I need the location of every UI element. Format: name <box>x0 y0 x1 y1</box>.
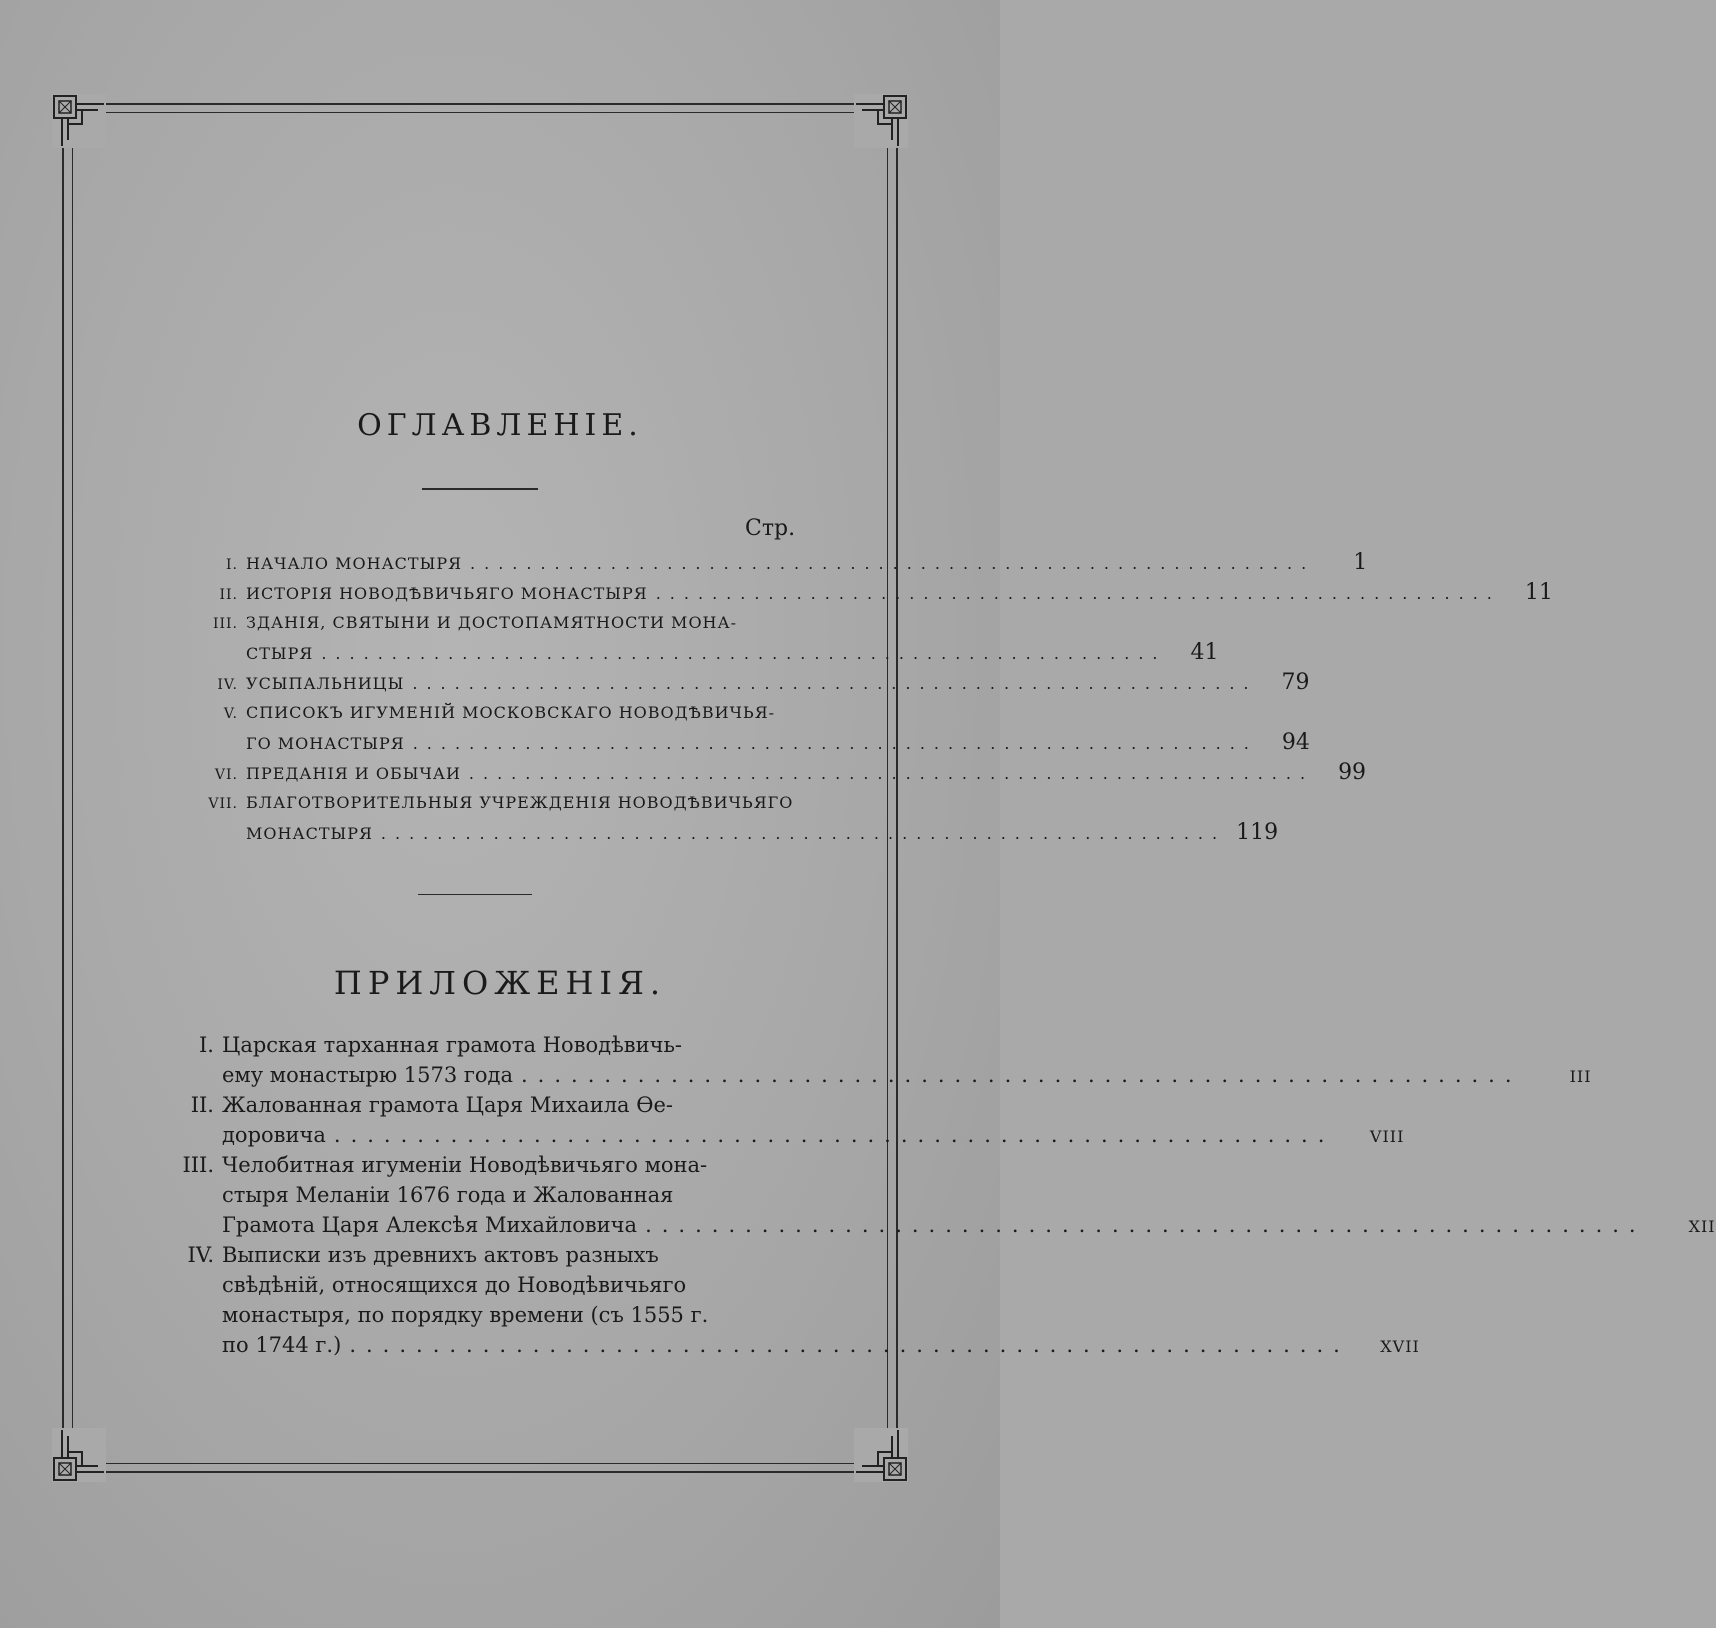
toc-entry <box>190 548 1368 578</box>
entry-line <box>190 788 800 818</box>
corner-ornament-icon <box>52 94 106 148</box>
entry-title: ИСТОРІЯ НОВОДѢВИЧЬЯГО МОНАСТЫРЯ <box>246 584 648 603</box>
entry-title: монастыря, по порядку времени (съ 1555 г. <box>222 1303 709 1327</box>
toc-entry <box>190 788 1279 848</box>
dot-leader: ............................................................ <box>380 824 1227 843</box>
entry-title: по 1744 г.) <box>222 1333 342 1357</box>
entry-title: стыря Меланіи 1676 года и Жалованная <box>222 1183 674 1207</box>
toc-entry <box>190 668 1310 698</box>
entry-line <box>168 1270 808 1300</box>
entry-title: УСЫПАЛЬНИЦЫ <box>246 674 405 693</box>
entry-title: доровича <box>222 1123 326 1147</box>
entry-page-number: 119 <box>1236 820 1279 845</box>
section-divider <box>418 894 532 895</box>
dot-leader: ............................................................ <box>321 644 1167 663</box>
entry-number: I. <box>199 1033 214 1057</box>
appendix-entry <box>168 1150 1716 1240</box>
dot-leader: ............................................................ <box>412 674 1258 693</box>
toc-entry <box>190 578 1553 608</box>
dot-leader: ............................................................ <box>655 584 1501 603</box>
entry-number: II. <box>190 1093 214 1117</box>
dot-leader: ............................................................ <box>349 1333 1350 1357</box>
table-of-contents <box>190 548 1553 848</box>
entry-line <box>168 1120 1405 1150</box>
entry-title: Челобитная игуменіи Новодѣвичьяго мона- <box>222 1153 708 1177</box>
entry-number: VI. <box>214 767 238 783</box>
entry-title: ЗДАНІЯ, СВЯТЫНИ И ДОСТОПАМЯТНОСТИ МОНА- <box>246 613 738 632</box>
toc-entry <box>190 758 1367 788</box>
entry-title: Царская тарханная грамота Новодѣвичь- <box>222 1033 682 1057</box>
entry-line <box>168 1030 808 1060</box>
dot-leader: ............................................................ <box>645 1213 1646 1237</box>
entry-title: БЛАГОТВОРИТЕЛЬНЫЯ УЧРЕЖДЕНІЯ НОВОДѢВИЧЬЯГО <box>246 793 794 812</box>
entry-line <box>190 608 800 638</box>
corner-ornament-icon <box>854 94 908 148</box>
contents-title: ОГЛАВЛЕНІЕ. <box>357 408 643 443</box>
entry-line <box>190 668 1310 698</box>
entry-number: II. <box>219 587 238 603</box>
entry-number: III. <box>182 1153 214 1177</box>
entry-line <box>168 1330 1420 1360</box>
appendix-list <box>168 1030 1716 1360</box>
toc-entry <box>190 608 1219 668</box>
entry-title: МОНАСТЫРЯ <box>246 824 373 843</box>
dot-leader: ............................................................ <box>468 764 1315 783</box>
entry-page-number: III <box>1569 1067 1592 1086</box>
entry-line <box>168 1090 808 1120</box>
dot-leader: ............................................................ <box>333 1123 1335 1147</box>
entry-line <box>190 578 1553 608</box>
entry-number: III. <box>212 616 238 632</box>
entry-title: Грамота Царя Алексѣя Михайловича <box>222 1213 638 1237</box>
entry-line <box>168 1240 808 1270</box>
entry-line <box>168 1210 1716 1240</box>
corner-ornament-icon <box>52 1428 106 1482</box>
entry-line <box>190 548 1368 578</box>
entry-number: VII. <box>208 796 238 812</box>
entry-line <box>168 1150 808 1180</box>
entry-line <box>190 728 1310 758</box>
entry-number: IV. <box>217 677 238 693</box>
entry-line <box>190 698 800 728</box>
entry-page-number: 94 <box>1281 730 1310 755</box>
entry-page-number: XII <box>1688 1217 1716 1236</box>
entry-page-number: 11 <box>1524 580 1553 605</box>
corner-ornament-icon <box>854 1428 908 1482</box>
entry-title: ему монастырю 1573 года <box>222 1063 513 1087</box>
entry-title: Выписки изъ древнихъ актовъ разныхъ <box>222 1243 659 1267</box>
entry-page-number: XVII <box>1380 1337 1420 1356</box>
page-column-header: Стр. <box>745 516 796 541</box>
entry-number: IV. <box>187 1243 214 1267</box>
dot-leader: ............................................................ <box>470 554 1316 573</box>
entry-title: ГО МОНАСТЫРЯ <box>246 734 405 753</box>
entry-page-number: 99 <box>1338 760 1367 785</box>
appendix-entry <box>168 1090 1405 1150</box>
appendix-entry <box>168 1240 1420 1360</box>
title-divider <box>422 488 538 490</box>
entry-line <box>190 638 1219 668</box>
dot-leader: ............................................................ <box>521 1063 1522 1087</box>
toc-entry <box>190 698 1310 758</box>
entry-title: ПРЕДАНІЯ И ОБЫЧАИ <box>246 764 461 783</box>
entry-line <box>168 1300 808 1330</box>
entry-number: I. <box>226 557 238 573</box>
entry-title: СПИСОКЪ ИГУМЕНІЙ МОСКОВСКАГО НОВОДѢВИЧЬЯ- <box>246 703 776 722</box>
entry-line <box>190 758 1367 788</box>
entry-title: СТЫРЯ <box>246 644 314 663</box>
appendix-title: ПРИЛОЖЕНІЯ. <box>333 964 667 1002</box>
entry-title: свѣдѣній, относящихся до Новодѣвичьяго <box>222 1273 687 1297</box>
entry-number: V. <box>223 706 238 722</box>
entry-page-number: VIII <box>1369 1127 1405 1146</box>
entry-page-number: 41 <box>1190 640 1219 665</box>
entry-title: Жалованная грамота Царя Михаила Ѳе- <box>222 1093 673 1117</box>
appendix-entry <box>168 1030 1592 1090</box>
entry-page-number: 79 <box>1281 670 1310 695</box>
entry-line <box>168 1180 808 1210</box>
dot-leader: ............................................................ <box>412 734 1258 753</box>
entry-line <box>168 1060 1592 1090</box>
entry-page-number: 1 <box>1353 550 1368 575</box>
entry-line <box>190 818 1279 848</box>
entry-title: НАЧАЛО МОНАСТЫРЯ <box>246 554 463 573</box>
